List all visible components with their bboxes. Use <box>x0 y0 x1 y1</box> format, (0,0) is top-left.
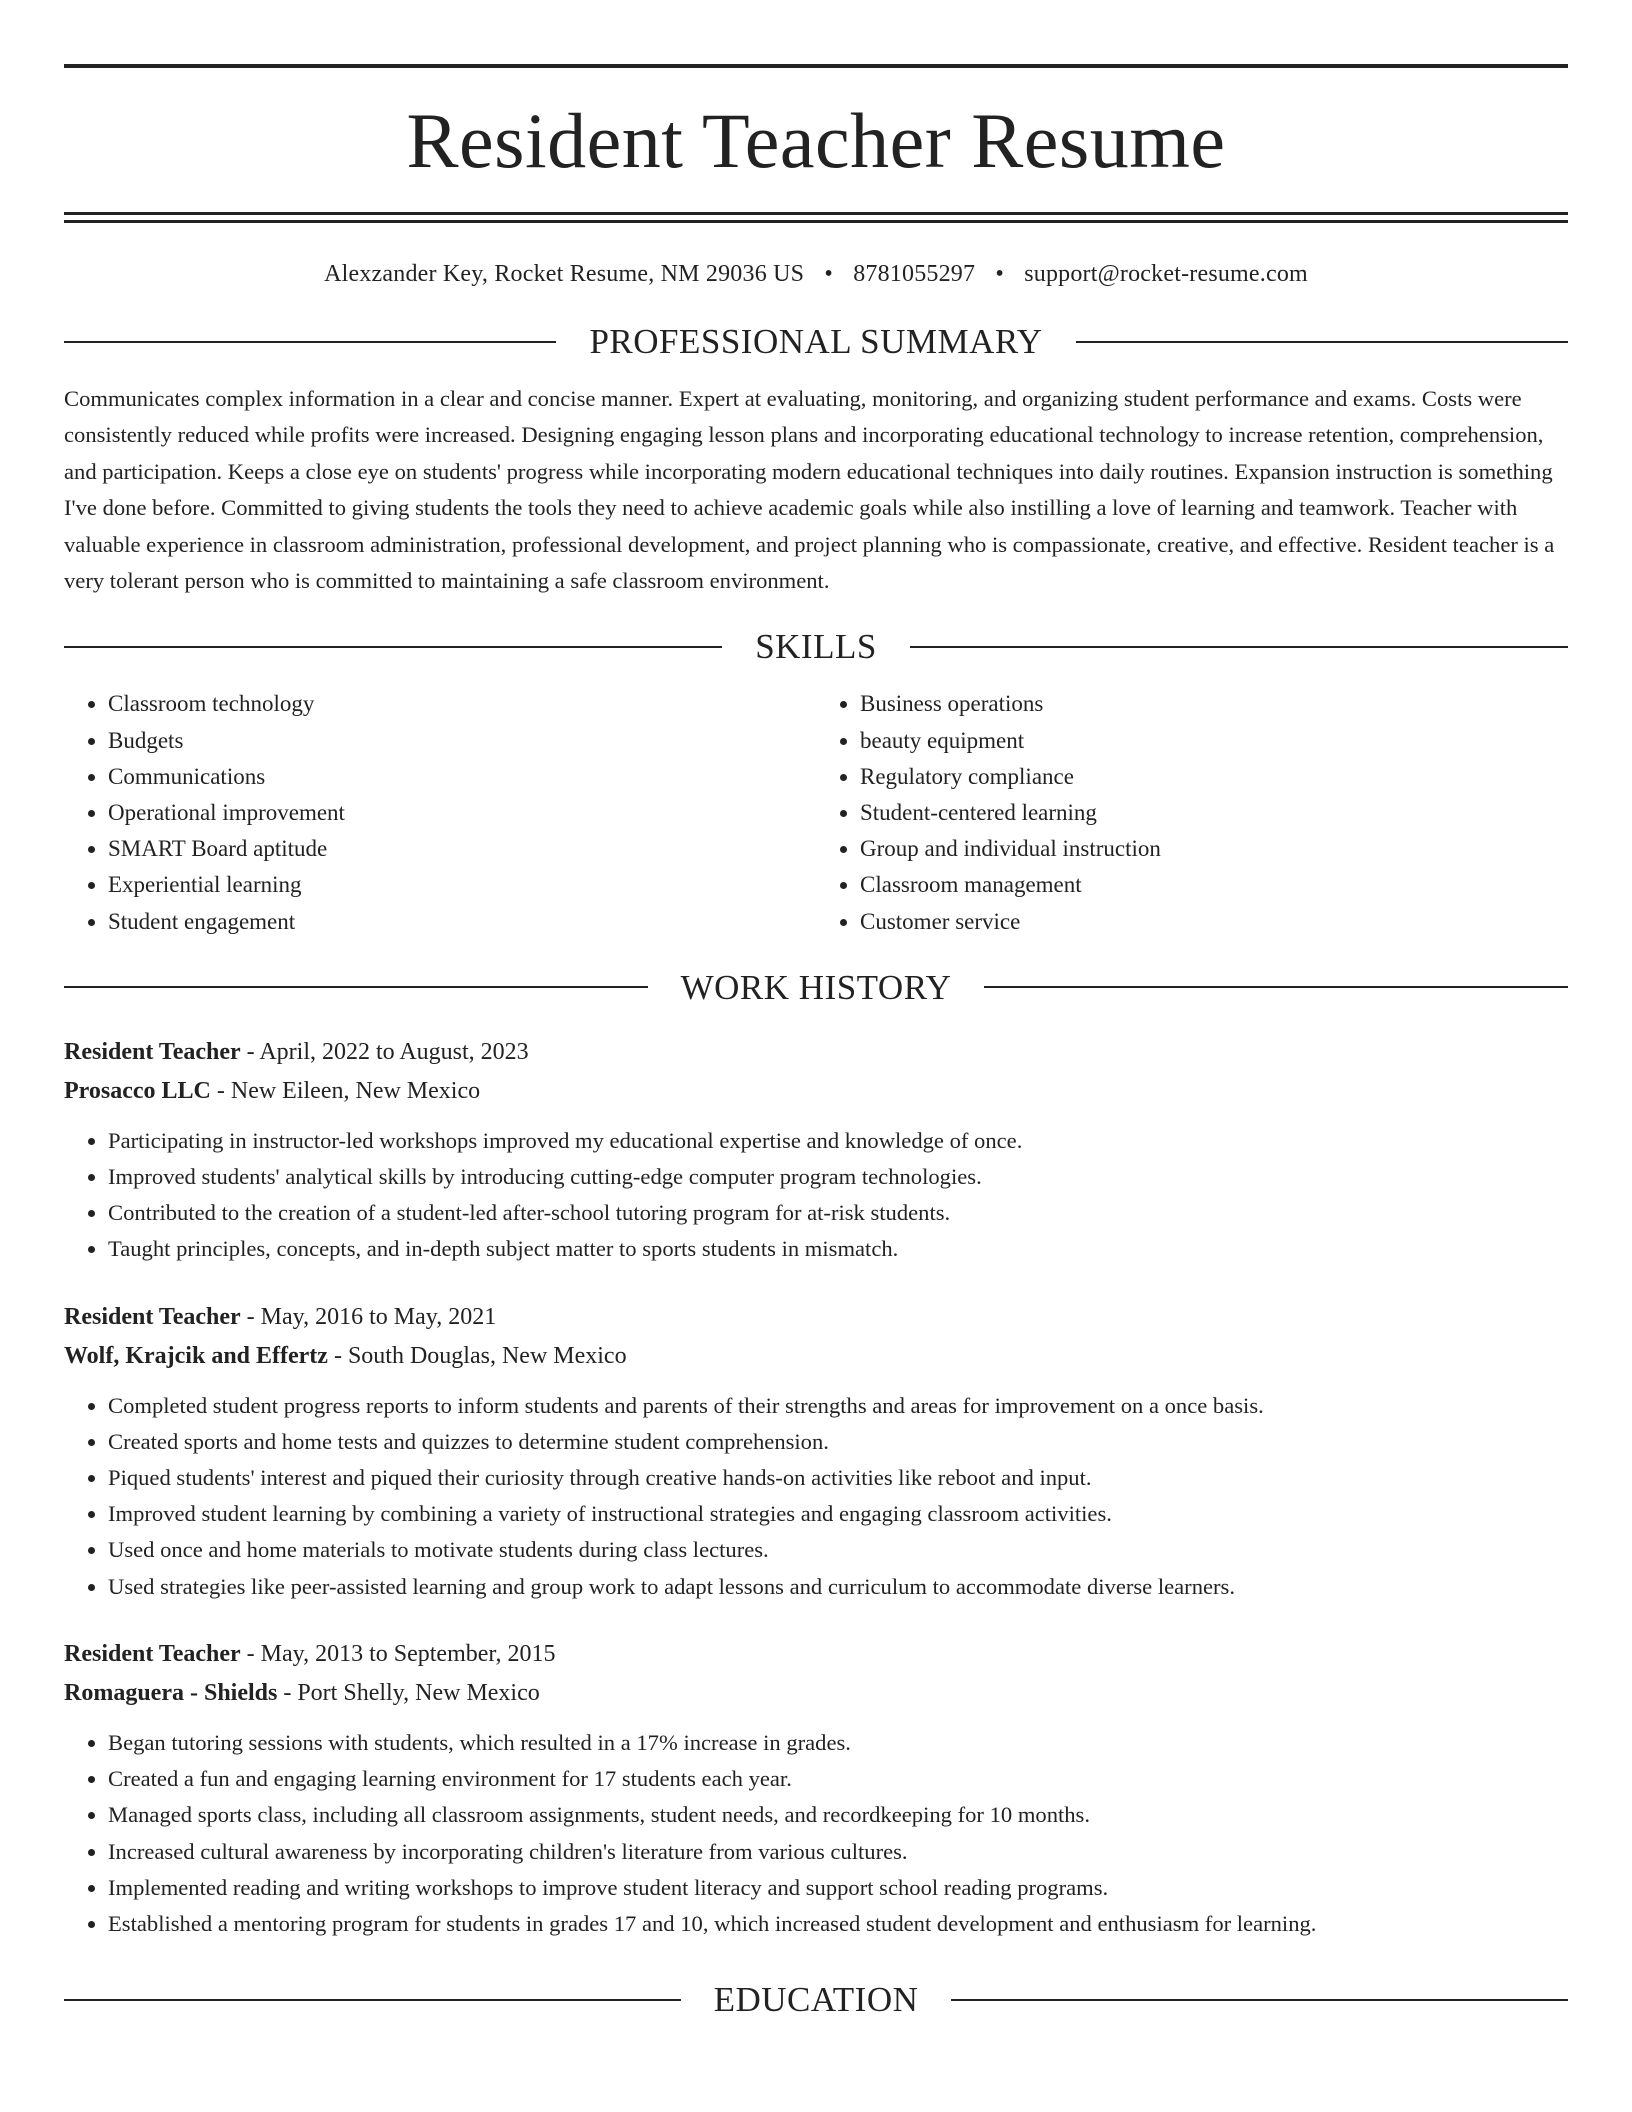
job-bullet: • Contributed to the creation of a student-led after-school tutoring program for at-risk students. <box>108 1195 1568 1231</box>
skills-column-left <box>64 686 816 939</box>
section-heading-skills <box>64 627 1568 667</box>
job-bullet: • Managed sports class, including all classroom assignments, student needs, and recordkeeping for 10 months. <box>108 1797 1568 1833</box>
job-title: Resident Teacher <box>64 1640 241 1667</box>
top-rule <box>64 64 1568 68</box>
job-bullet: • Established a mentoring program for students in grades 17 and 10, which increased student development and enthusiasm for learning. <box>108 1906 1568 1942</box>
section-title-education: EDUCATION <box>713 1980 919 2020</box>
job-bullet: • Implemented reading and writing workshops to improve student literacy and support school reading programs. <box>108 1870 1568 1906</box>
skill-item: • Customer service <box>860 904 1568 940</box>
job-title: Resident Teacher <box>64 1038 241 1065</box>
contact-email: support@rocket-resume.com <box>1024 261 1308 287</box>
contact-separator: • <box>995 261 1005 287</box>
job-bullet: • Completed student progress reports to inform students and parents of their strengths and areas for improvement on a once basis. <box>108 1388 1568 1424</box>
job-company-line <box>64 1337 1568 1376</box>
skill-item: • Classroom management <box>860 867 1568 903</box>
contact-line <box>64 261 1568 288</box>
job-bullet: • Created a fun and engaging learning environment for 17 students each year. <box>108 1761 1568 1797</box>
job-bullet: • Improved student learning by combining a variety of instructional strategies and engaging classroom activities. <box>108 1496 1568 1532</box>
skill-item: • Communications <box>108 759 816 795</box>
heading-rule-right <box>910 646 1568 648</box>
skill-item: • Group and individual instruction <box>860 831 1568 867</box>
job-company: Romaguera - Shields <box>64 1679 278 1706</box>
contact-separator: • <box>824 261 833 287</box>
heading-rule-left <box>64 986 648 988</box>
section-heading-summary <box>64 324 1568 359</box>
job-bullet: • Used once and home materials to motivate students during class lectures. <box>108 1532 1568 1568</box>
job-location: - New Eileen, New Mexico <box>210 1077 481 1104</box>
job-bullet: • Began tutoring sessions with students, which resulted in a 17% increase in grades. <box>108 1725 1568 1761</box>
job-bullets <box>64 1123 1568 1268</box>
job-bullet: • Piqued students' interest and piqued their curiosity through creative hands-on activities like reboot and input. <box>108 1460 1568 1496</box>
section-title-summary: PROFESSIONAL SUMMARY <box>589 322 1043 361</box>
skill-item: • beauty equipment <box>860 723 1568 759</box>
contact-address: Alexzander Key, Rocket Resume, NM 29036 US <box>324 261 805 287</box>
heading-rule-left <box>64 341 556 343</box>
job-dates: - May, 2013 to September, 2015 <box>240 1640 556 1667</box>
job-company-line <box>64 1674 1568 1713</box>
skill-item: • SMART Board aptitude <box>108 831 816 867</box>
skill-item: • Regulatory compliance <box>860 759 1568 795</box>
job-bullets <box>64 1388 1568 1605</box>
job-bullet: • Created sports and home tests and quizzes to determine student comprehension. <box>108 1424 1568 1460</box>
heading-rule-left <box>64 646 722 648</box>
contact-phone: 8781055297 <box>853 261 976 287</box>
job-entry <box>64 1033 1568 1268</box>
job-bullet: • Increased cultural awareness by incorporating children's literature from various cultures. <box>108 1834 1568 1870</box>
job-company: Wolf, Krajcik and Effertz <box>64 1342 328 1369</box>
resume-title: Resident Teacher Resume <box>406 97 1226 184</box>
job-company-line <box>64 1072 1568 1111</box>
skill-item: • Classroom technology <box>108 686 816 722</box>
job-location: - South Douglas, New Mexico <box>327 1342 627 1369</box>
job-location: - Port Shelly, New Mexico <box>277 1679 540 1706</box>
job-dates: - April, 2022 to August, 2023 <box>240 1038 529 1065</box>
title-double-rule <box>64 212 1568 223</box>
job-bullets <box>64 1725 1568 1942</box>
skill-item: • Budgets <box>108 723 816 759</box>
skill-item: • Operational improvement <box>108 795 816 831</box>
skill-item: • Business operations <box>860 686 1568 722</box>
section-heading-education <box>64 1980 1568 2020</box>
skills-list <box>64 686 1568 939</box>
summary-paragraph: Communicates complex information in a clear and concise manner. Expert at evaluating, monitoring, and organizing student performance and exams. Costs were consistently reduced while profits were increased. Designing engaging lesson plans and incorporating educational technology to increase retention, comprehension, and participation. Keeps a close eye on students' progress while incorporating modern educational techniques into daily routines. Expansion instruction is something I've done before. Committed to giving students the tools they need to achieve academic goals while also instilling a love of learning and teamwork. Teacher with valuable experience in classroom administration, professional development, and project planning who is compassionate, creative, and effective. Resident teacher is a very tolerant person who is committed to maintaining a safe classroom environment. <box>64 386 1555 594</box>
heading-rule-left <box>64 1999 681 2001</box>
heading-rule-right <box>951 1999 1568 2001</box>
job-bullet: • Taught principles, concepts, and in-depth subject matter to sports students in mismatch. <box>108 1231 1568 1267</box>
skill-item: • Student engagement <box>108 904 816 940</box>
job-title-line <box>64 1298 1568 1337</box>
job-title-line <box>64 1635 1568 1674</box>
job-bullet: • Participating in instructor-led workshops improved my educational expertise and knowledge of once. <box>108 1123 1568 1159</box>
heading-rule-right <box>1076 341 1568 343</box>
job-entry <box>64 1635 1568 1942</box>
skill-item: • Student-centered learning <box>860 795 1568 831</box>
skill-item: • Experiential learning <box>108 867 816 903</box>
job-title-line <box>64 1033 1568 1072</box>
section-title-work-history: WORK HISTORY <box>680 967 952 1007</box>
job-bullet: • Used strategies like peer-assisted learning and group work to adapt lessons and curriculum to accommodate diverse learners. <box>108 1569 1568 1605</box>
job-entry <box>64 1298 1568 1605</box>
skills-column-right <box>816 686 1568 939</box>
job-bullet: • Improved students' analytical skills by introducing cutting-edge computer program technologies. <box>108 1159 1568 1195</box>
section-title-skills: SKILLS <box>755 627 877 667</box>
job-company: Prosacco LLC <box>64 1077 211 1104</box>
job-dates: - May, 2016 to May, 2021 <box>240 1303 497 1330</box>
section-heading-work-history <box>64 967 1568 1007</box>
job-title: Resident Teacher <box>64 1303 241 1330</box>
heading-rule-right <box>984 986 1568 988</box>
